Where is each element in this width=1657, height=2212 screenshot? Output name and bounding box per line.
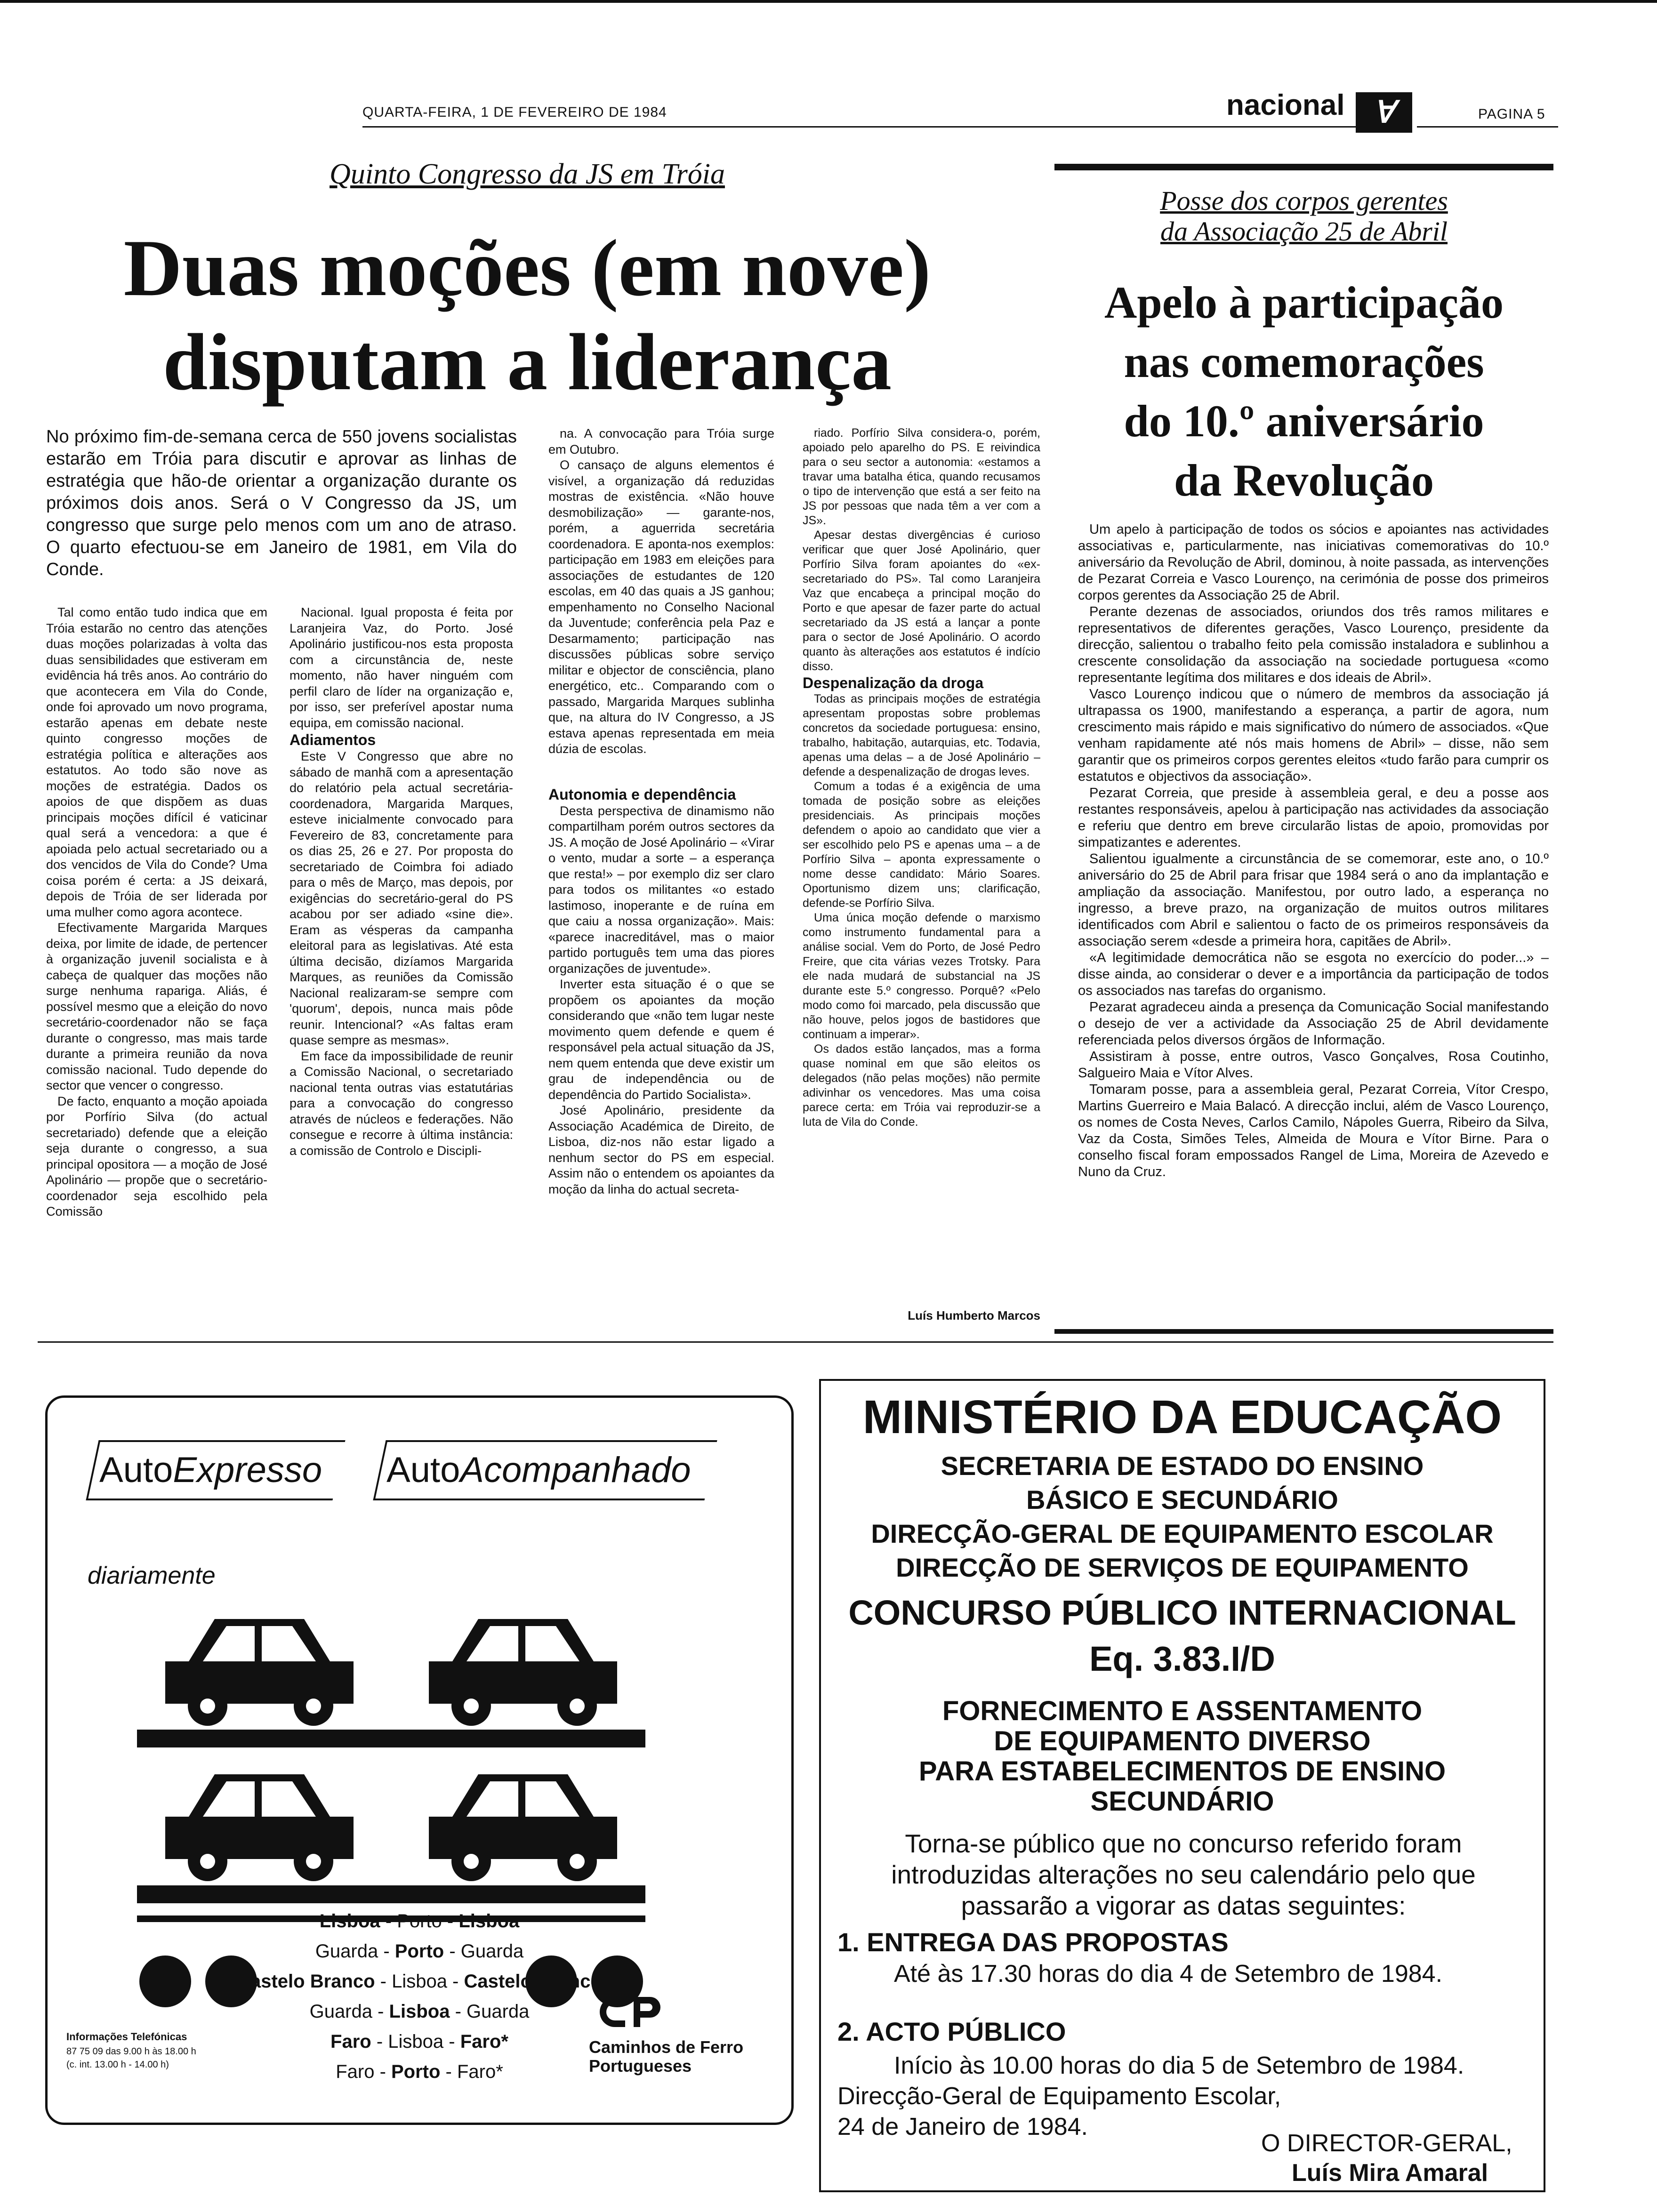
ministry-subtitles [821,1449,1544,1585]
side-headline-line: nas comemorações [1124,337,1484,387]
subhead-despenalizacao: Despenalização da droga [803,674,984,691]
header-rule-right [1417,126,1558,128]
deck-rail [137,1885,645,1903]
supply-line: PARA ESTABELECIMENTOS DE ENSINO [918,1756,1446,1787]
phone-info-line: 87 75 09 das 9.00 h às 18.00 h [66,2046,196,2057]
paragraph: na. A convocação para Tróia surge em Outubro. [548,426,774,457]
paragraph: Inverter esta situação é o que se propõem os apoiantes da moção considerando que «não tem lugar neste movimento quem defende e quem é responsável pela actual situação da JS, nem quem entenda que deve existir um grau de independência ou de dependência do Partido Socialista». [548,977,774,1102]
item-1-title: 1. ENTREGA DAS PROPOSTAS [837,1927,1229,1957]
paragraph: Tomaram posse, para a assembleia geral, Pezarat Correia, Vítor Crespo, Martins Guerreiro e Maia Balacó. A direcção inclui, além de Vasco Lourenço, os nomes de Costa Neves, Carlos Camilo, Nápoles Guerra, Ribeiro da Silva, Vaz da Costa, Simões Teles, Almeida de Moura e Vítor Birne. Para o conselho fiscal foram empossados Rangel de Lima, Moreira de Azevedo e Nuno da Cruz. [1078,1082,1549,1179]
paragraph: Em face da impossibilidade de reunir a Comissão Nacional, o secretariado nacional tenta outras vias estatutárias para a convocação do congresso através de núcleos e federações. Não consegue e recorre à última instância: a comissão de Controlo e Discipli- [290,1049,513,1158]
supply-line: SECUNDÁRIO [1090,1786,1274,1817]
auto-acompanhado-label: AutoAcompanhado [386,1450,691,1490]
paragraph: «A legitimidade democrática não se esgota no exercício do poder...» – disse ainda, ao considerar o dever e a importância da participação de todos os associados nas tarefas do organismo. [1078,950,1549,998]
supply-description [821,1696,1544,1817]
paragraph: Este V Congresso que abre no sábado de manhã com a apresentação do relatório pela actual secretária-coordenadora, Margarida Marques, esteve inicialmente convocado para Fevereiro de 83, concretamente para os dias 25, 26 e 27. Por proposta do secretariado de Coimbra foi adiado para o mês de Março, mas depois, por exigências do secretário-geral do PS acabou por ser adiado «sine die». Eram as vésperas da campanha eleitoral para as legislativas. Até esta última decisão, dizíamos Margarida Marques, as reuniões da Comissão Nacional realizaram-se sempre com 'quorum', depois, nunca mais pôde reunir. Intencional? «As faltas eram quase sempre as mesmas». [290,749,513,1047]
paragraph: José Apolinário, presidente da Associação Académica de Direito, de Lisboa, diz-nos não estar ligado a nenhum sector do PS em especial. Assim não o entendem os apoiantes da moção da linha do actual secreta- [548,1103,774,1196]
paragraph: Uma única moção defende o marxismo como instrumento fundamental para a análise social. Vem do Porto, de José Pedro Freire, que cita várias vezes Trotsky. Para ele nada mudará de substancial na JS durante este 5.º congresso. Porquê? «Pelo modo como foi marcado, pela discussão que não houve, pelos jogos de bastidores que continuam a imperar». [803,911,1040,1041]
paragraph: Apesar destas divergências é curioso verificar que quer José Apolinário, quer Porfírio Silva foram apoiantes do «ex-secretariado do PS». Tal como Laranjeira Vaz que encabeça a principal moção do Porto e que apesar de fazer parte do actual secretariado da JS está a lançar a ponte para o sector de José Apolinário. O acordo quanto às alterações aos estatutos é indício disso. [803,529,1040,673]
signer-title: O DIRECTOR-GERAL, [1261,2130,1512,2157]
paragraph: Desta perspectiva de dinamismo não compartilham porém outros sectores da JS. A moção de José Apolinário – «Virar o vento, mudar a sorte – a esperança que resta!» – por exemplo diz ser claro para todos os militantes «o estado lastimoso, inoperante e de ruína em que caiu a nossa organização». Mais: «parece inacreditável, mas o maior partido português tem uma das piores organizações de juventude». [548,803,774,976]
item-1-text: Até às 17.30 horas do dia 4 de Setembro de 1984. [894,1960,1443,1988]
ministry-title: MINISTÉRIO DA EDUCAÇÃO [862,1391,1502,1443]
article-column-1 [46,605,267,1220]
paragraph: Salientou igualmente a circunstância de se comemorar, este ano, o 10.º aniversário do 25 de Abril para frisar que 1984 será o ano da implantação e ampliação da associação. Manifestou, por outro lado, a esperança no ingresso, a breve prazo, na organização de muitos outros militares identificados com Abril e salientou o facto de os primeiros responsáveis da associação serem «desde a primeira hora, capitães de Abril». [1078,851,1549,949]
cp-brand: Caminhos de Ferro Portugueses [589,2037,744,2076]
paragraph: Todas as principais moções de estratégia apresentam propostas sobre problemas concretos da sociedade portuguesa: ensino, trabalho, habitação, autarquias, etc. Todavia, apenas uma delas – a de José Apolinário – defende a despenalização de drogas leves. [803,692,1040,778]
frequency-label: diariamente [88,1562,216,1589]
side-kicker-2: da Associação 25 de Abril [1160,216,1448,247]
main-headline-1: Duas moções (em nove) [123,224,931,313]
side-headline [1054,273,1553,510]
subtitle-line: SECRETARIA DE ESTADO DO ENSINO [941,1451,1424,1481]
ministry-advertisement [819,1379,1545,2192]
auto-expresso-label: AutoExpresso [99,1450,322,1490]
article-column-3 [548,426,774,1197]
supply-line: FORNECIMENTO E ASSENTAMENTO [942,1696,1423,1726]
paragraph: riado. Porfírio Silva considera-o, porém, apoiado pelo aparelho do PS. E reivindica para o seu sector a autonomia: «estamos a travar uma batalha ética, quando recusamos o tipo de intervenção que está a ser feito na JS por pessoas que nada têm a ver com a JS». [803,426,1040,527]
side-headline-line: da Revolução [1174,455,1434,505]
paragraph: Efectivamente Margarida Marques deixa, por limite de idade, de pertencer à organização juvenil socialista e à cabeça de qualquer das moções não surge nenhuma rapariga. Aliás, é possível mesmo que a eleição do novo secretário-coordenador não se faça durante o congresso, mas mais tarde durante a primeira reunião da nova comissão nacional. Tudo depende do sector que vencer o congresso. [46,921,267,1092]
main-kicker: Quinto Congresso da JS em Tróia [330,158,725,190]
car-icon [165,1774,354,1881]
paragraph: Tal como então tudo indica que em Tróia estarão no centro das atenções duas moções polarizadas à volta das duas sensibilidades que estiveram em evidência há três anos. Ao contrário do que acontecera em Vila do Conde, onde foi aprovado um novo programa, estarão apenas em debate neste quinto congresso moções de estratégia política e alterações aos estatutos. Ao todo são nove as moções de estratégia. Dados os apoios de que dispõem as duas principais moções difícil é vaticinar qual será a vencedora: a que é apoiada pelo actual secretariado ou a dos vencidos de Vila do Conde? Uma coisa porém é certa: a JS deixará, depois de Tróia de ser liderada por uma mulher como agora acontece. [46,605,267,919]
paragraph: Pezarat agradeceu ainda a presença da Comunicação Social manifestando o desejo de ver a actividade da Associação 25 de Abril devidamente referenciada pelos diversos órgãos de Informação. [1078,1000,1549,1048]
item-2-title: 2. ACTO PÚBLICO [837,2017,1066,2046]
paragraph: Perante dezenas de associados, oriundos dos três ramos militares e representativos de diferentes gerações, Vasco Lourenço, presidente da direcção, salientou o trabalho feito pela comissão instaladora e sublinhou a crescente consolidação da associação na sociedade portuguesa «como representante legítima dos militares e dos ideais de Abril». [1078,604,1549,685]
paragraph: O cansaço de alguns elementos é visível, a organização dá reduzidas mostras de existência. «Não houve desmobilização» — garante-nos, porém, a aguerrida secretária coordenadora. E aponta-nos exemplos: participação em 1983 em eleições para associações de estudantes de 120 escolas, em 40 das quais a JS ganhou; empenhamento no Conselho Nacional da Juventude; conferência pela Paz e Desarmamento; participação nas discussões públicas sobre serviço militar e objector de consciência, plano energético, etc.. Comparando com o passado, Margarida Marques sublinha que, na altura do IV Congresso, a JS estava apenas representada em meia dúzia de escolas. [548,458,774,756]
car-icon [165,1619,354,1726]
byline: Luís Humberto Marcos [908,1308,1040,1322]
issue-date: QUARTA-FEIRA, 1 DE FEVEREIRO DE 1984 [362,104,667,120]
paragraph: Um apelo à participação de todos os sócios e apoiantes nas actividades associativas e, particularmente, nas iniciativas comemorativas do 10.º aniversário da Revolução de Abril, dominou, à noite passada, as intervenções de Pezarat Correia e Vasco Lourenço, na cerimónia de posse dos primeiros corpos gerentes da Associação 25 de Abril. [1078,522,1549,603]
route-item: Faro - Porto - Faro* [336,2061,503,2082]
cp-logo-icon [596,1993,667,2031]
issue-date-notice: 24 de Janeiro de 1984. [837,2113,1088,2140]
section-divider [38,1341,1553,1343]
phone-info-title: Informações Telefónicas [66,2031,187,2043]
reference-code: Eq. 3.83.I/D [1089,1639,1275,1678]
article-column-4 [803,426,1040,1130]
top-rule [0,0,1657,3]
section-label: nacional [1226,89,1345,121]
side-article-body [1078,521,1549,1180]
side-kicker-1: Posse dos corpos gerentes [1160,185,1448,216]
paragraph: Nacional. Igual proposta é feita por Laranjeira Vaz, do Porto. José Apolinário justificou-nos esta proposta com a circunstância de, neste momento, não haver ninguém com perfil claro de líder na organização e, por isso, ser preferível apostar numa equipa, em comissão nacional. [290,605,513,730]
subtitle-line: DIRECÇÃO DE SERVIÇOS DE EQUIPAMENTO [896,1553,1469,1582]
article-column-2 [290,605,513,1159]
deck-rail [137,1730,645,1747]
paragraph: Pezarat Correia, que preside à assembleia geral, e deu a posse aos restantes responsáveis, apelou à participação nas actividades da associação e referiu que dentro em breve circularão listas de apoio, promovidas por simpatizantes e aderentes. [1078,785,1549,850]
route-item: Lisboa - Porto - Lisboa [319,1911,520,1931]
item-2-text: Início às 10.00 horas do dia 5 de Setembro de 1984. [894,2052,1464,2079]
subtitle-line: DIRECÇÃO-GERAL DE EQUIPAMENTO ESCOLAR [871,1519,1494,1548]
issuer-place: Direcção-Geral de Equipamento Escolar, [837,2083,1281,2110]
paragraph: Comum a todas é a exigência de uma tomada de posição sobre as eleições presidenciais. As principais moções defendem o apoio ao candidato que vier a ser escolhido pelo PS e apenas uma – a de Porfírio Silva – aponta expressamente o nome desse candidato: Mário Soares. Oportunismo dizem uns; clarificação, defende-se Porfírio Silva. [803,780,1040,910]
paragraph: Assistiram à posse, entre outros, Vasco Gonçalves, Rosa Coutinho, Salgueiro Maia e Vítor Alves. [1078,1049,1549,1081]
route-item: Castelo Branco - Lisboa - Castelo Branco [237,1971,602,1992]
car-icon [429,1619,617,1726]
subtitle-line: BÁSICO E SECUNDÁRIO [1026,1485,1338,1515]
paragraph: Vasco Lourenço indicou que o número de membros da associação já ultrapassa os 1900, manifestando a esperança, a partir de agora, num crescimento mais rápido e mais significativo do número de associados. «Que venham rapidamente até nós mais homens de Abril» – disse, não sem garantir que os primeiros corpos gerentes eleitos «tudo farão para cumprir os estatutos e objectivos da associação». [1078,687,1549,784]
route-item: Guarda - Porto - Guarda [315,1941,524,1962]
page-number: PAGINA 5 [1478,106,1545,122]
supply-line: DE EQUIPAMENTO DIVERSO [994,1726,1371,1756]
side-headline-line: Apelo à participação [1104,277,1504,328]
paragraph: De facto, enquanto a moção apoiada por Porfírio Silva (do actual secretariado) defende que a eleição seja durante o congresso, a sua principal opositora — a moção de José Apolinário — propõe que o secretário-coordenador seja escolhido pela Comissão [46,1094,267,1218]
paragraph: Os dados estão lançados, mas a forma quase nominal em que são eleitos os delegados (não pelas moções) não permite adivinhar os vencedores. Mas uma coisa parece certa: em Tróia vai reproduzir-se a luta de Vila do Conde. [803,1042,1040,1129]
concurso-title: CONCURSO PÚBLICO INTERNACIONAL [848,1593,1516,1632]
notice-body: Torna-se público que no concurso referido foram introduzidas alterações no seu calendário pelo que passarão a vigorar as datas seguintes: [891,1829,1476,1920]
header-rule [362,126,1356,128]
car-icon [429,1774,617,1881]
main-headline-2: disputam a liderança [162,318,892,407]
phone-info-line: (c. int. 13.00 h - 14.00 h) [66,2060,169,2070]
subhead-adiamentos: Adiamentos [290,731,376,748]
newspaper-logo-icon: Ɐ [1356,92,1412,133]
route-item: Faro - Lisboa - Faro* [330,2031,508,2052]
cp-advertisement [45,1395,794,2125]
side-headline-line: do 10.º aniversário [1124,396,1484,446]
subhead-autonomia: Autonomia e dependência [548,785,736,803]
route-item: Guarda - Lisboa - Guarda [309,2001,530,2022]
signer-name: Luís Mira Amaral [1292,2159,1488,2187]
article-lead: No próximo fim-de-semana cerca de 550 jovens socialistas estarão em Tróia para discutir e aprovar as linhas de estratégia que hão-de orientar a organização durante os próximos dois anos. Será o V Congresso da JS, um congresso que surge pelo menos com um ano de atraso. O quarto efectuou-se em Janeiro de 1981, em Vila do Conde. [46,427,517,579]
